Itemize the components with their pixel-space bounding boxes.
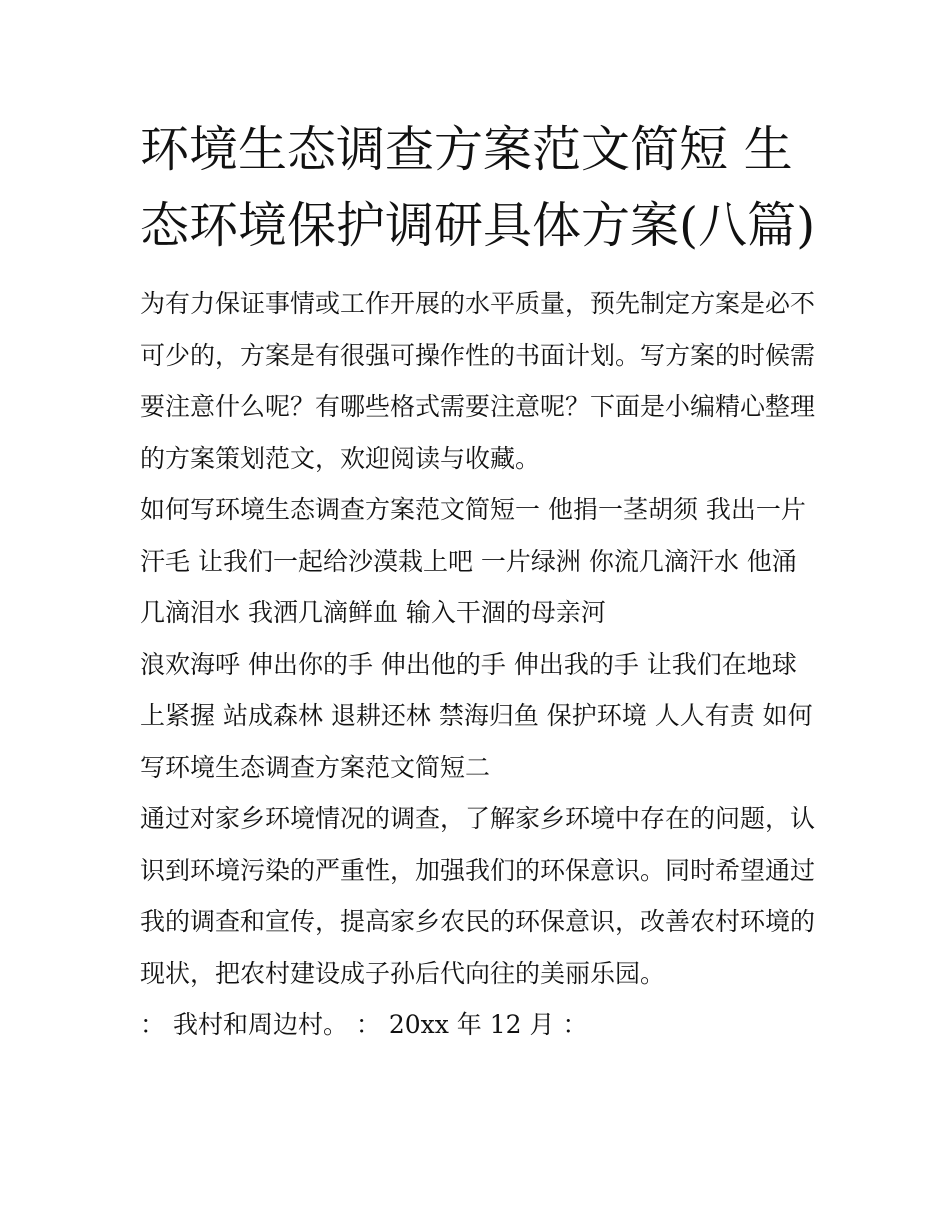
purpose-paragraph: 通过对家乡环境情况的调查，了解家乡环境中存在的问题，认识到环境污染的严重性，加强我们的环保意识。同时希望通过我的调查和宣传，提高家乡农民的环保意识，改善农村环境的现状，把农村建设成子孙后代向往的美丽乐园。 (140, 804, 816, 988)
intro-paragraph: 为有力保证事情或工作开展的水平质量，预先制定方案是必不可少的，方案是有很强可操作性的书面计划。写方案的时候需要注意什么呢？有哪些格式需要注意呢？下面是小编精心整理的方案策划范文，欢迎阅读与收藏。 (140, 289, 816, 473)
poem-paragraph-1: 如何写环境生态调查方案范文简短一 他捐一茎胡须 我出一片汗毛 让我们一起给沙漠栽上吧 一片绿洲 你流几滴汗水 他涌几滴泪水 我洒几滴鲜血 输入干涸的母亲河 (140, 495, 806, 627)
scope-line: ： 我村和周边村。 ： 20xx 年 12 月 ： (140, 1010, 588, 1039)
document-title: 环境生态调查方案范文简短 生态环境保护调研具体方案(八篇) (140, 121, 816, 254)
poem-paragraph-2: 浪欢海呼 伸出你的手 伸出他的手 伸出我的手 让我们在地球上紧握 站成森林 退耕还林 禁海归鱼 保护环境 人人有责 如何写环境生态调查方案范文简短二 (140, 649, 813, 782)
document-page (140, 112, 820, 1051)
